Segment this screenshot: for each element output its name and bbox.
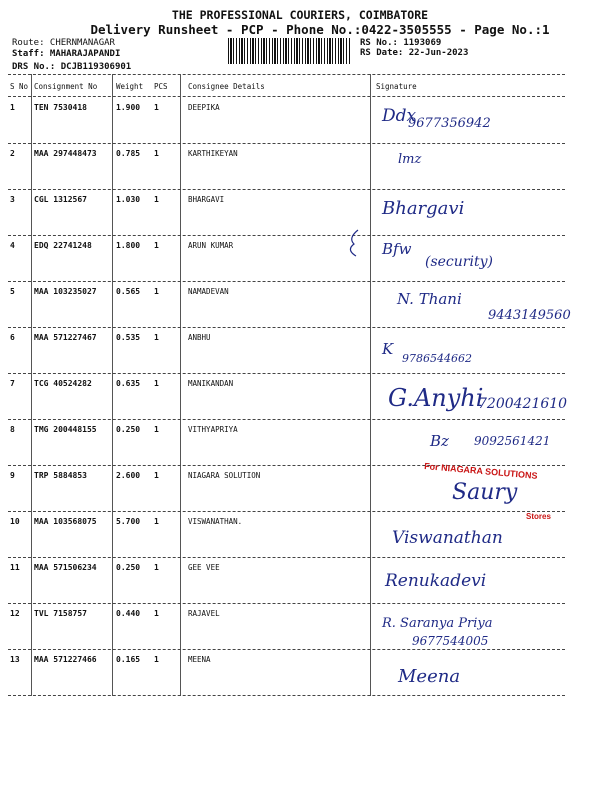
row-sno: 9 <box>10 471 15 480</box>
signature-7-phone: 7200421610 <box>478 396 568 412</box>
row-pcs: 1 <box>154 563 159 572</box>
row-consignee: DEEPIKA <box>188 103 220 112</box>
table-row <box>8 189 565 235</box>
row-consignment: MAA 571506234 <box>34 563 97 572</box>
signature-9: Saury <box>452 480 518 505</box>
table-row <box>8 281 565 327</box>
row-sno: 1 <box>10 103 15 112</box>
col-sno: S No <box>10 82 29 91</box>
row-sno: 13 <box>10 655 20 664</box>
row-sno: 7 <box>10 379 15 388</box>
row-weight: 0.565 <box>116 287 141 296</box>
row-sno: 4 <box>10 241 15 250</box>
drs-number: DRS No.: DCJB119306901 <box>12 62 132 72</box>
row-consignee: BHARGAVI <box>188 195 225 204</box>
margin-mark <box>344 228 364 258</box>
signature-6-phone: 9786544662 <box>402 352 472 365</box>
row-pcs: 1 <box>154 333 159 342</box>
table-header <box>8 74 566 96</box>
row-consignment: TMG 200448155 <box>34 425 97 434</box>
row-consignment: MAA 103235027 <box>34 287 97 296</box>
row-consignment: EDQ 22741248 <box>34 241 92 250</box>
table-row <box>8 327 565 373</box>
row-consignment: TVL 7158757 <box>34 609 87 618</box>
row-weight: 0.165 <box>116 655 141 664</box>
signature-5-phone: 9443149560 <box>488 308 571 323</box>
row-consignee: GEE VEE <box>188 563 220 572</box>
barcode-image <box>228 38 350 64</box>
company-stamp: For NIAGARA SOLUTIONS <box>423 461 538 481</box>
row-consignment: TCG 40524282 <box>34 379 92 388</box>
row-consignee: MEENA <box>188 655 211 664</box>
row-weight: 1.800 <box>116 241 141 250</box>
signature-7: G.Anyhi <box>388 384 484 412</box>
row-consignee: MANIKANDAN <box>188 379 234 388</box>
signature-1: Ddx <box>382 106 417 126</box>
row-consignee: NAMADEVAN <box>188 287 229 296</box>
route-label: Route: CHERNMANAGAR <box>12 38 115 48</box>
signature-8: Bz <box>430 432 449 450</box>
row-pcs: 1 <box>154 655 159 664</box>
signature-13: Meena <box>398 666 461 687</box>
col-consignment: Consignment No <box>34 82 98 91</box>
row-consignment: CGL 1312567 <box>34 195 87 204</box>
row-pcs: 1 <box>154 149 159 158</box>
signature-4: Bfw <box>382 240 412 258</box>
row-consignment: MAA 571227466 <box>34 655 97 664</box>
row-weight: 5.700 <box>116 517 141 526</box>
table-row <box>8 143 565 189</box>
row-sno: 10 <box>10 517 20 526</box>
rs-number: RS No.: 1193069 <box>360 38 442 48</box>
row-pcs: 1 <box>154 471 159 480</box>
row-consignee: VITHYAPRIYA <box>188 425 238 434</box>
runsheet-subtitle: Delivery Runsheet - PCP - Phone No.:0422-3505555 - Page No.:1 <box>90 22 550 37</box>
row-consignee: KARTHIKEYAN <box>188 149 238 158</box>
row-pcs: 1 <box>154 241 159 250</box>
col-consignee: Consignee Details <box>188 82 265 91</box>
signature-3: Bhargavi <box>382 198 465 219</box>
rs-date: RS Date: 22-Jun-2023 <box>360 48 469 58</box>
signature-8-phone: 9092561421 <box>474 434 551 448</box>
signature-1-phone: 9677356942 <box>408 116 491 131</box>
signature-12-phone: 9677544005 <box>412 634 489 648</box>
col-weight: Weight <box>116 82 144 91</box>
row-consignee: RAJAVEL <box>188 609 220 618</box>
row-consignment: MAA 103568075 <box>34 517 97 526</box>
staff-label: Staff: MAHARAJAPANDI <box>12 49 121 59</box>
row-sno: 11 <box>10 563 20 572</box>
company-title: THE PROFESSIONAL COURIERS, COIMBATORE <box>171 8 429 22</box>
row-sno: 6 <box>10 333 15 342</box>
col-signature: Signature <box>376 82 417 91</box>
row-pcs: 1 <box>154 425 159 434</box>
row-pcs: 1 <box>154 103 159 112</box>
row-sno: 12 <box>10 609 20 618</box>
row-consignee: ARUN KUMAR <box>188 241 234 250</box>
row-pcs: 1 <box>154 517 159 526</box>
signature-6: K <box>382 340 394 358</box>
row-consignee: NIAGARA SOLUTION <box>188 471 261 480</box>
row-weight: 0.535 <box>116 333 141 342</box>
row-sno: 2 <box>10 149 15 158</box>
signature-2: lmz <box>398 152 422 167</box>
row-pcs: 1 <box>154 609 159 618</box>
signature-4-note: (security) <box>425 254 493 270</box>
signature-12: R. Saranya Priya <box>382 616 493 631</box>
row-consignment: MAA 297448473 <box>34 149 97 158</box>
row-consignee: ANBHU <box>188 333 211 342</box>
row-weight: 2.600 <box>116 471 141 480</box>
signature-10: Viswanathan <box>392 528 503 548</box>
signature-5: N. Thani <box>397 290 462 308</box>
row-weight: 0.250 <box>116 563 141 572</box>
row-rule <box>8 695 565 696</box>
row-weight: 0.440 <box>116 609 141 618</box>
row-pcs: 1 <box>154 379 159 388</box>
row-consignment: TRP 5884853 <box>34 471 87 480</box>
row-weight: 0.250 <box>116 425 141 434</box>
row-weight: 1.030 <box>116 195 141 204</box>
row-sno: 5 <box>10 287 15 296</box>
row-weight: 0.785 <box>116 149 141 158</box>
col-pcs: PCS <box>154 82 168 91</box>
table-row <box>8 649 565 695</box>
signature-11: Renukadevi <box>385 571 487 591</box>
row-pcs: 1 <box>154 287 159 296</box>
row-consignee: VISWANATHAN. <box>188 517 243 526</box>
row-consignment: MAA 571227467 <box>34 333 97 342</box>
row-weight: 1.900 <box>116 103 141 112</box>
row-pcs: 1 <box>154 195 159 204</box>
row-sno: 3 <box>10 195 15 204</box>
stamp-stores: Stores <box>526 512 551 521</box>
row-weight: 0.635 <box>116 379 141 388</box>
row-consignment: TEN 7530418 <box>34 103 87 112</box>
row-sno: 8 <box>10 425 15 434</box>
